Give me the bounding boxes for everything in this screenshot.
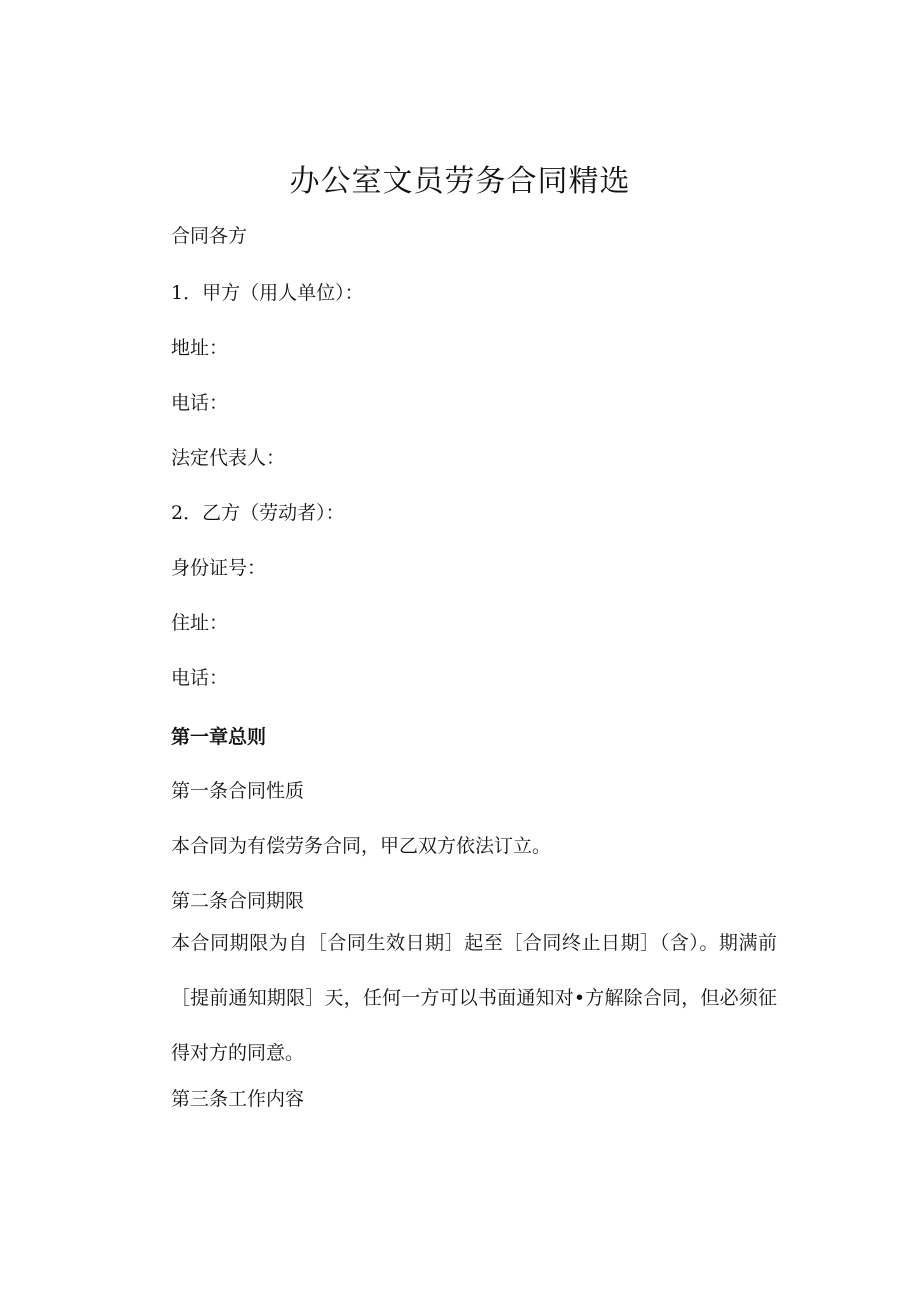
document-title: 办公室文员劳务合同精选 (289, 164, 631, 199)
chapter-1-heading: 第一章总则 (171, 726, 267, 748)
party-a-phone-label: 电话： (171, 392, 229, 414)
party-b-address-label: 住址： (171, 612, 229, 634)
article-2-body: 本合同期限为自［合同生效日期］起至［合同终止日期］（含）。期满前［提前通知期限］天，任何一方可以书面通知对•方解除合同，但必须征得对方的同意。 (171, 932, 777, 1064)
article-1-body: 本合同为有偿劳务合同，甲乙双方依法订立。 (171, 835, 552, 857)
article-1-heading: 第一条合同性质 (171, 780, 305, 802)
party-a-legal-rep-label: 法定代表人： (171, 447, 286, 469)
party-a-address-label: 地址： (171, 337, 229, 359)
party-a-heading: 1．甲方（用人单位）： (171, 282, 364, 304)
party-b-id-label: 身份证号： (171, 557, 267, 579)
parties-label: 合同各方 (171, 225, 248, 247)
party-b-phone-label: 电话： (171, 667, 229, 689)
article-2-heading: 第二条合同期限 (171, 890, 305, 912)
article-3-heading: 第三条工作内容 (171, 1088, 305, 1110)
party-b-heading: 2．乙方（劳动者）： (171, 502, 345, 524)
